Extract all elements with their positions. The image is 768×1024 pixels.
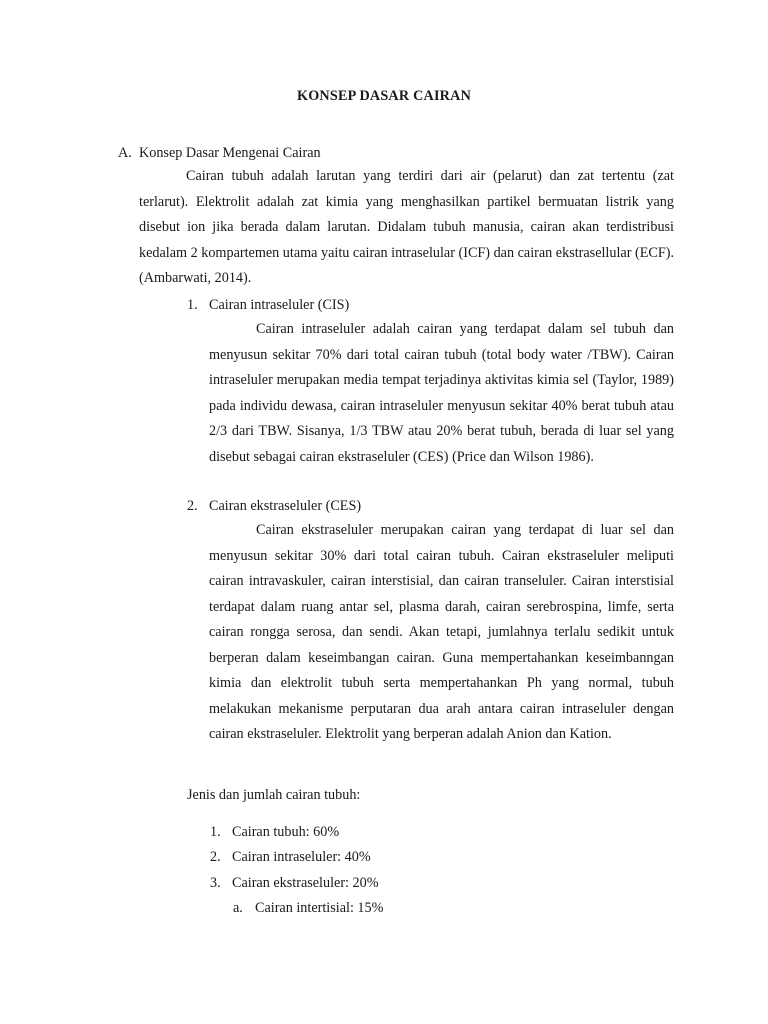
sublist-marker: a.: [233, 900, 243, 916]
list-text: Cairan ekstraseluler: 20%: [232, 875, 379, 891]
jenis-heading: Jenis dan jumlah cairan tubuh:: [187, 787, 361, 803]
list-marker: 1.: [210, 824, 221, 840]
section-a-marker: A.: [118, 145, 132, 161]
list-item: [210, 845, 371, 871]
section-a-paragraph: Cairan tubuh adalah larutan yang terdiri dari air (pelarut) dan zat tertentu (zat terlarut). Elektrolit adalah zat kimia yang menghasilkan partikel bermuatan listrik yang disebut ion jika berada dalam larutan. Didalam tubuh manusia, cairan akan terdistribusi kedalam 2 kompartemen utama yaitu cairan intraselular (ICF) dan cairan ekstrasellular (ECF). (Ambarwati, 2014).: [139, 168, 674, 286]
sublist-item: [233, 896, 383, 922]
list-item: [210, 820, 339, 846]
page-title: KONSEP DASAR CAIRAN: [296, 88, 472, 104]
item-1-heading-text: Cairan intraseluler (CIS): [209, 297, 350, 313]
list-marker: 3.: [210, 875, 221, 891]
list-text: Cairan intraseluler: 40%: [232, 849, 371, 865]
item-2-heading-text: Cairan ekstraseluler (CES): [209, 498, 362, 514]
list-text: Cairan tubuh: 60%: [232, 824, 340, 840]
section-a-heading-text: Konsep Dasar Mengenai Cairan: [139, 145, 321, 161]
list-item: [210, 871, 379, 897]
item-2-marker: 2.: [187, 498, 198, 514]
section-a-heading: [118, 141, 321, 167]
item-1-heading: [187, 293, 349, 319]
item-1-paragraph: Cairan intraseluler adalah cairan yang terdapat dalam sel tubuh dan menyusun sekitar 70% dari total cairan tubuh (total body water /TBW). Cairan intraseluler merupakan media tempat terjadinya aktivitas kimia sel (Taylor, 1989) pada individu dewasa, cairan intraseluler menyusun sekitar 40% berat tubuh atau 2/3 dari TBW. Sisanya, 1/3 TBW atau 20% berat tubuh, berada di luar sel yang disebut sebagai cairan ekstraseluler (CES) (Price dan Wilson 1986).: [209, 321, 674, 465]
item-1-marker: 1.: [187, 297, 198, 313]
list-marker: 2.: [210, 849, 221, 865]
sublist-text: Cairan intertisial: 15%: [255, 900, 384, 916]
item-2-heading: [187, 494, 361, 520]
item-2-paragraph: Cairan ekstraseluler merupakan cairan yang terdapat di luar sel dan menyusun sekitar 30% dari total cairan tubuh. Cairan ekstraseluler meliputi cairan intravaskuler, cairan interstisial, dan cairan transeluler. Cairan interstisial terdapat dalam ruang antar sel, plasma darah, cairan serebrospina, limfe, serta cairan rongga serosa, dan sendi. Akan tetapi, jumlahnya terlalu sedikit untuk berperan dalam keseimbangan cairan. Guna mempertahankan keseimbanngan kimia dan elektrolit tubuh serta mempertahankan Ph yang normal, tubuh melakukan mekanisme perputaran dua arah antara cairan intraseluler dengan cairan ekstraseluler. Elektrolit yang berperan adalah Anion dan Kation.: [209, 522, 674, 742]
